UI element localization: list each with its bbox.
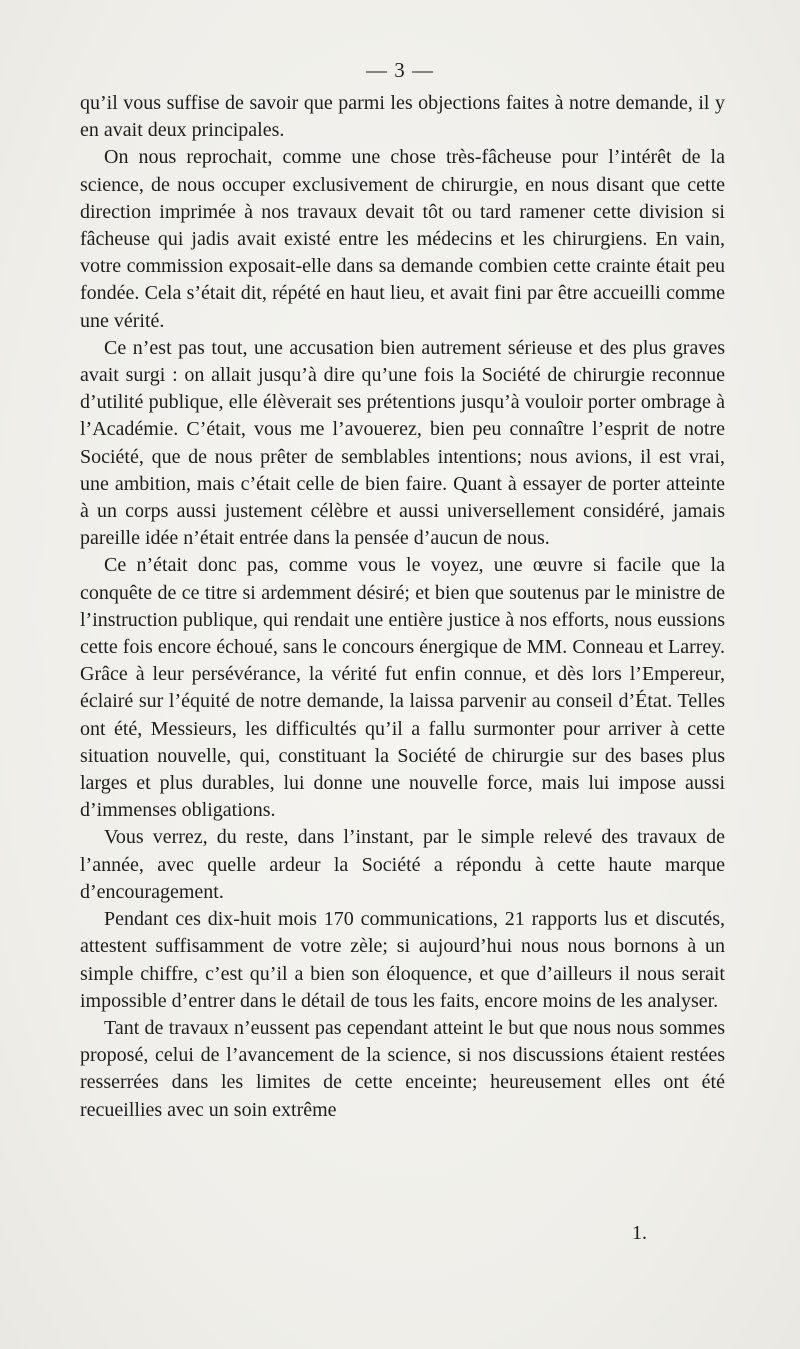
paragraph: Ce n’est pas tout, une accusation bien autrement sérieuse et des plus graves avait surgi : on allait jusqu’à dire qu’une fois la Société de chirurgie reconnue d’utilité publique, elle élèverait ses prétentions jusqu’à vouloir porter ombrage à l’Académie. C’était, vous me l’avouerez, bien peu connaître l’esprit de notre Société, que de nous prêter de semblables intentions; nous avions, il est vrai, une ambition, mais c’était celle de bien faire. Quant à essayer de porter atteinte à un corps aussi justement célèbre et aussi universellement considéré, jamais pareille idée n’était entrée dans la pensée d’aucun de nous.	[80, 336, 725, 550]
paragraph: On nous reprochait, comme une chose très-fâcheuse pour l’intérêt de la science, de nous occuper exclusivement de chirurgie, en nous disant que cette direction imprimée à nos travaux devait tôt ou tard ramener cette division si fâcheuse qui jadis avait existé entre les médecins et les chirurgiens. En vain, votre commission exposait-elle dans sa demande combien cette crainte était peu fondée. Cela s’était dit, répété en haut lieu, et avait fini par être accueilli comme une vérité.	[80, 146, 725, 332]
body-text	[80, 90, 725, 1124]
paragraph: Vous verrez, du reste, dans l’instant, par le simple relevé des travaux de l’année, avec quelle ardeur la Société a répondu à cette haute marque d’encouragement.	[80, 826, 725, 903]
paragraph: qu’il vous suffise de savoir que parmi les objections faites à notre demande, il y en avait deux principales.	[80, 92, 725, 142]
paragraph: Ce n’était donc pas, comme vous le voyez, une œuvre si facile que la conquête de ce titre si ardemment désiré; et bien que soutenus par le ministre de l’instruction publique, qui rendait une entière justice à nos efforts, nous eussions cette fois encore échoué, sans le concours énergique de MM. Conneau et Larrey. Grâce à leur persévérance, la vérité fut enfin connue, et dès lors l’Empereur, éclairé sur l’équité de notre demande, la laissa parvenir au conseil d’État. Telles ont été, Messieurs, les difficultés qu’il a fallu surmonter pour arriver à cette situation nouvelle, qui, constituant la Société de chirurgie sur des bases plus larges et plus durables, lui donne une nouvelle force, mais lui impose aussi d’immenses obligations.	[80, 554, 725, 822]
signature-mark: 1.	[632, 1222, 647, 1244]
paragraph: Tant de travaux n’eussent pas cependant atteint le but que nous nous sommes proposé, celui de l’avancement de la science, si nos discussions étaient restées resserrées dans les limites de cette enceinte; heureusement elles ont été recueillies avec un soin extrême	[80, 1016, 725, 1121]
paragraph: Pendant ces dix-huit mois 170 communications, 21 rapports lus et discutés, attestent suffisamment de votre zèle; si aujourd’hui nous nous bornons à un simple chiffre, c’est qu’il a bien son éloquence, et que d’ailleurs il nous serait impossible d’entrer dans le détail de tous les faits, encore moins de les analyser.	[80, 908, 725, 1012]
page-number: — 3 —	[366, 58, 434, 82]
